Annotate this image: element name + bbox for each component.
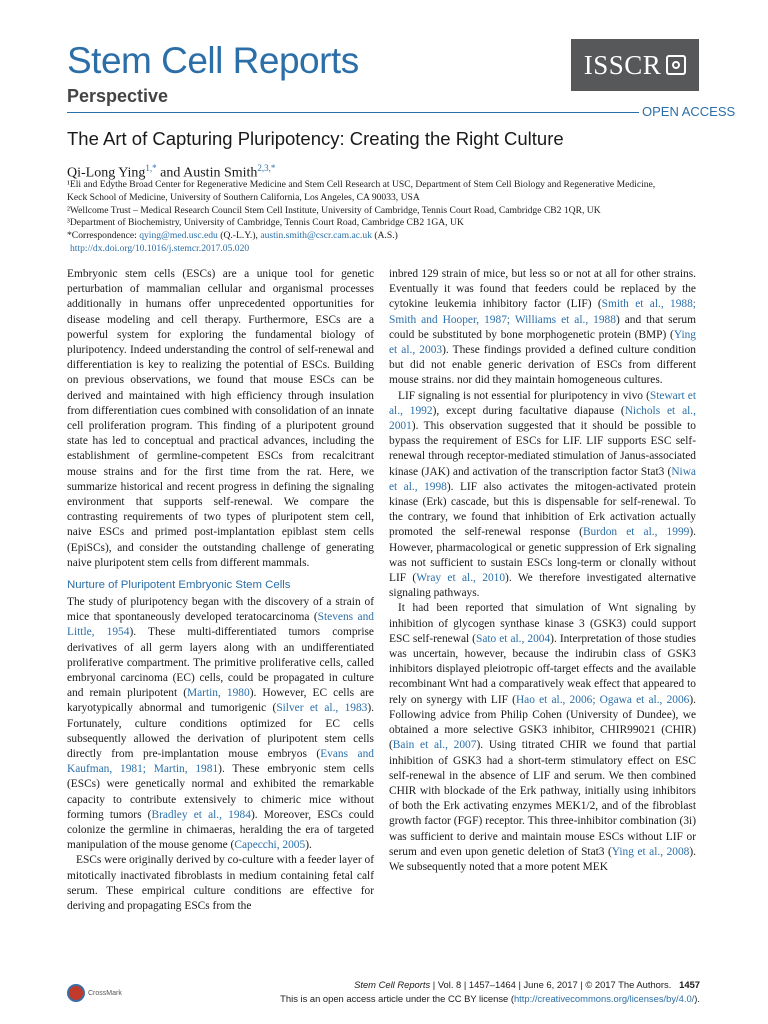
article-type: Perspective [67, 86, 169, 106]
author-conjunction: and [156, 165, 184, 181]
citation-link[interactable]: Bradley et al., 1984 [151, 808, 251, 821]
body-text: ). Using titrated CHIR we found that partial inhibition of GSK3 had a short-term stimulatory effect on ESC self-renewal in the absence of LIF and serum. We then combined CHIR with blockade of the Erk pathway, initially using inhibitors of both the Erk activating enzymes MEK1/2, and of the fibroblast growth factor (FGF) receptor. This three-inhibitor combination (3i) was sufficient to derive and maintain mouse ESCs without LIF or serum and even upon genetic deletion of Stat3 ( [389, 739, 696, 858]
license-link[interactable]: http://creativecommons.org/licenses/by/4.0/ [513, 993, 695, 1004]
body-text: ). Following advice from Philip Cohen (University of Dundee), we obtained a more selective GSK3 inhibitor, CHIR99021 (CHIR) ( [389, 693, 697, 752]
body-text: It had been reported that simulation of Wnt signaling by inhibition of glycogen synthase kinase 3 (GSK3) could support ESC self-renewal ( [389, 602, 696, 645]
citation-link[interactable]: Niwa et al., 1998 [389, 465, 696, 493]
isscr-emblem-icon [666, 55, 686, 75]
affiliation-line: ¹Eli and Edythe Broad Center for Regenerative Medicine and Stem Cell Research at USC, Department of Stem Cell Biology and Regenerative Medicine, [67, 179, 656, 190]
citation-link[interactable]: Martin, 1980 [187, 687, 250, 700]
correspondence-label: *Correspondence: [67, 230, 140, 241]
affiliation-line: ²Wellcome Trust – Medical Research Council Stem Cell Institute, University of Cambridge, Tennis Court Road, Cambridge CB2 1QR, UK [67, 205, 601, 216]
crossmark-badge[interactable] [67, 984, 122, 1002]
author-affiliation-marker: 1,* [145, 163, 157, 173]
body-text: ). We subsequently noted that a more potent MEK [389, 845, 697, 873]
body-text: LIF signaling is not essential for pluripotency in vivo ( [398, 389, 650, 402]
email-owner: (Q.-L.Y.), [217, 230, 261, 241]
body-text: ). Fortunately, culture conditions optimized for EC cells subsequently allowed the derivation of pluripotent stem cells directly from pre-implantation mouse embryos ( [67, 702, 375, 761]
citation-link[interactable]: Bain et al., 2007 [392, 739, 477, 752]
license-text-end: ). [694, 993, 700, 1004]
citation-link[interactable]: Wray et al., 2010 [416, 572, 506, 585]
body-paragraph [67, 853, 374, 914]
correspondence [67, 230, 398, 243]
footer-citation-details: | Vol. 8 | 1457–1464 | June 6, 2017 | © 2017 The Authors. [430, 979, 672, 990]
citation-link[interactable]: Ying et al., 2008 [611, 845, 690, 858]
affiliation-line: Keck School of Medicine, University of Southern California, Los Angeles, CA 90033, USA [67, 192, 420, 203]
author-name[interactable]: Austin Smith [183, 165, 258, 181]
body-paragraph [389, 389, 696, 602]
email-link[interactable]: qying@med.usc.edu [139, 230, 218, 241]
body-paragraph [389, 601, 696, 875]
footer-citation [354, 979, 700, 990]
body-text: ). LIF also activates the mitogen-activated protein kinase (Erk) cascade, but this is dispensable for self-renewal. To the contrary, we found that inhibition of Erk activation actually promoted the self-renewal response ( [389, 480, 696, 539]
author-name[interactable]: Qi-Long Ying [67, 165, 146, 181]
right-column-body [389, 267, 696, 875]
section-heading: Nurture of Pluripotent Embryonic Stem Cells [67, 579, 291, 591]
abstract [67, 267, 374, 571]
citation-link[interactable]: Silver et al., 1983 [276, 702, 368, 715]
body-text: ). However, pharmacological or genetic suppression of Erk signaling was not sufficient to sustain ESCs long-term or clonally without LIF ( [389, 526, 696, 585]
open-access-label: OPEN ACCESS [642, 104, 736, 119]
body-text: ). Moreover, ESCs could colonize the germline in chimaeras, heralding the era of targeted manipulation of the mouse genome ( [67, 808, 374, 852]
citation-link[interactable]: Stevens and Little, 1954 [67, 611, 374, 639]
citation-link[interactable]: Burdon et al., 1999 [582, 526, 690, 539]
body-text: ) and that serum could be substituted by bone morphogenetic protein (BMP) ( [389, 313, 696, 341]
page-number: 1457 [679, 979, 700, 990]
body-text: ). [305, 839, 312, 852]
isscr-logo[interactable] [571, 39, 699, 91]
body-text: ). These embryonic stem cells (ESCs) were genetically normal and exhibited the remarkable capacity to contribute extensively to chimeric mice without forming tumors ( [67, 763, 374, 821]
article-title: The Art of Capturing Pluripotency: Creating the Right Culture [67, 128, 564, 149]
email-link[interactable]: austin.smith@cscr.cam.ac.uk [260, 230, 373, 241]
doi-link[interactable]: http://dx.doi.org/10.1016/j.stemcr.2017.05.020 [70, 243, 250, 254]
citation-link[interactable]: Evans and Kaufman, 1981; Martin, 1981 [67, 748, 375, 776]
citation-link[interactable]: Capecchi, 2005 [234, 839, 306, 852]
author-affiliation-marker: 2,3,* [257, 163, 276, 173]
isscr-logo-text: ISSCR [583, 49, 662, 80]
citation-link[interactable]: Hao et al., 2006; Ogawa et al., 2006 [515, 693, 690, 706]
body-text: ). Interpretation of those studies was uncertain, however, because the indirubin class of GSK3 inhibitors displayed pleiotropic off-target effects and the available recombinant Wnt had a comparatively weak effect that appeared to rely on synergy with LIF ( [389, 632, 696, 706]
body-text: ). These findings provided a defined culture condition but did not enable generic derivation of ESCs from different mouse strains. nor did they maintain homogeneous cultures. [389, 344, 696, 387]
footer-journal: Stem Cell Reports [354, 979, 431, 990]
header-rule [67, 112, 639, 113]
body-text: ). These multi-differentiated tumors comprise derivatives of all germ layers along with an undifferentiated proliferative compartment. The primitive proliferative cells, called embryonal carcinoma (EC) cells, could be propagated in culture and remain pluripotent ( [67, 626, 374, 700]
body-text: ), except during facultative diapause ( [432, 404, 625, 417]
affiliation-line: ³Department of Biochemistry, University of Cambridge, Tennis Court Road, Cambridge CB2 1GA, UK [67, 217, 464, 228]
citation-link[interactable]: Smith et al., 1988; Smith and Hooper, 1987; Williams et al., 1988 [389, 298, 696, 326]
body-paragraph [389, 267, 696, 389]
body-text: ESCs were originally derived by co-culture with a feeder layer of mitotically inactivated fibroblasts in medium containing fetal calf serum. These empirical culture conditions are effective for deriving and propagating ESCs from the [67, 854, 374, 913]
citation-link[interactable]: Stewart et al., 1992 [389, 389, 696, 417]
body-text: ). We therefore investigated alternative signaling pathways. [389, 572, 696, 600]
citation-link[interactable]: Sato et al., 2004 [475, 632, 551, 645]
email-owner: (A.S.) [372, 230, 398, 241]
crossmark-label: CrossMark [88, 989, 122, 997]
body-text: inbred 129 strain of mice, but less so or not at all for other strains. Eventually it was found that feeders could be replaced by the cytokine leukemia inhibitory factor (LIF) ( [389, 268, 696, 311]
crossmark-icon [67, 984, 85, 1002]
footer-license [280, 993, 700, 1004]
body-text: ). However, EC cells are karyotypically abnormal and tumorigenic ( [67, 687, 374, 715]
abstract-text: Embryonic stem cells (ESCs) are a unique tool for genetic perturbation of mammalian cellular and organismal processes additionally in humans offer unprecedented opportunities for disease modeling and cell therapy. Furthermore, ESCs are a powerful system for exploring the fundamental biology of pluripotency. Indeed understanding the control of self-renewal and differentiation is key to realizing the potential of ESCs. Building on previous observations, we found that mouse ESCs can be derived and maintained with high efficiency through insulation from differentiation cues combined with consolidation of an innate cell proliferation program. This finding of a pluripotent ground state has led to conceptual and practical advances, including the establishment of germline-competent ESCs from recalcitrant mouse strains and for the first time from the rat. Here, we summarize historical and recent progress in defining the signaling environment that supports self-renewal. We compare the contrasting requirements of two types of pluripotent stem cell, naive ESCs and primed post-implantation epiblast stem cells (EpiSCs), and consider the outstanding challenge of generating naive pluripotent stem cells from different mammals. [67, 268, 374, 569]
citation-link[interactable]: Nichols et al., 2001 [389, 404, 696, 433]
citation-link[interactable]: Ying et al., 2003 [389, 328, 696, 357]
left-column-body [67, 595, 374, 914]
body-text: ). This observation suggested that it should be possible to bypass the requirement of ESCs for LIF. LIF supports ESC self-renewal through receptor-mediated stimulation of Janus-associated kinase (JAK) and activation of the transcription factor Stat3 ( [389, 420, 696, 478]
journal-title: Stem Cell Reports [67, 40, 359, 81]
body-text: The study of pluripotency began with the discovery of a strain of mice that spontaneously developed teratocarcinoma ( [67, 596, 374, 624]
license-text: This is an open access article under the CC BY license ( [280, 993, 514, 1004]
body-paragraph [67, 595, 374, 853]
